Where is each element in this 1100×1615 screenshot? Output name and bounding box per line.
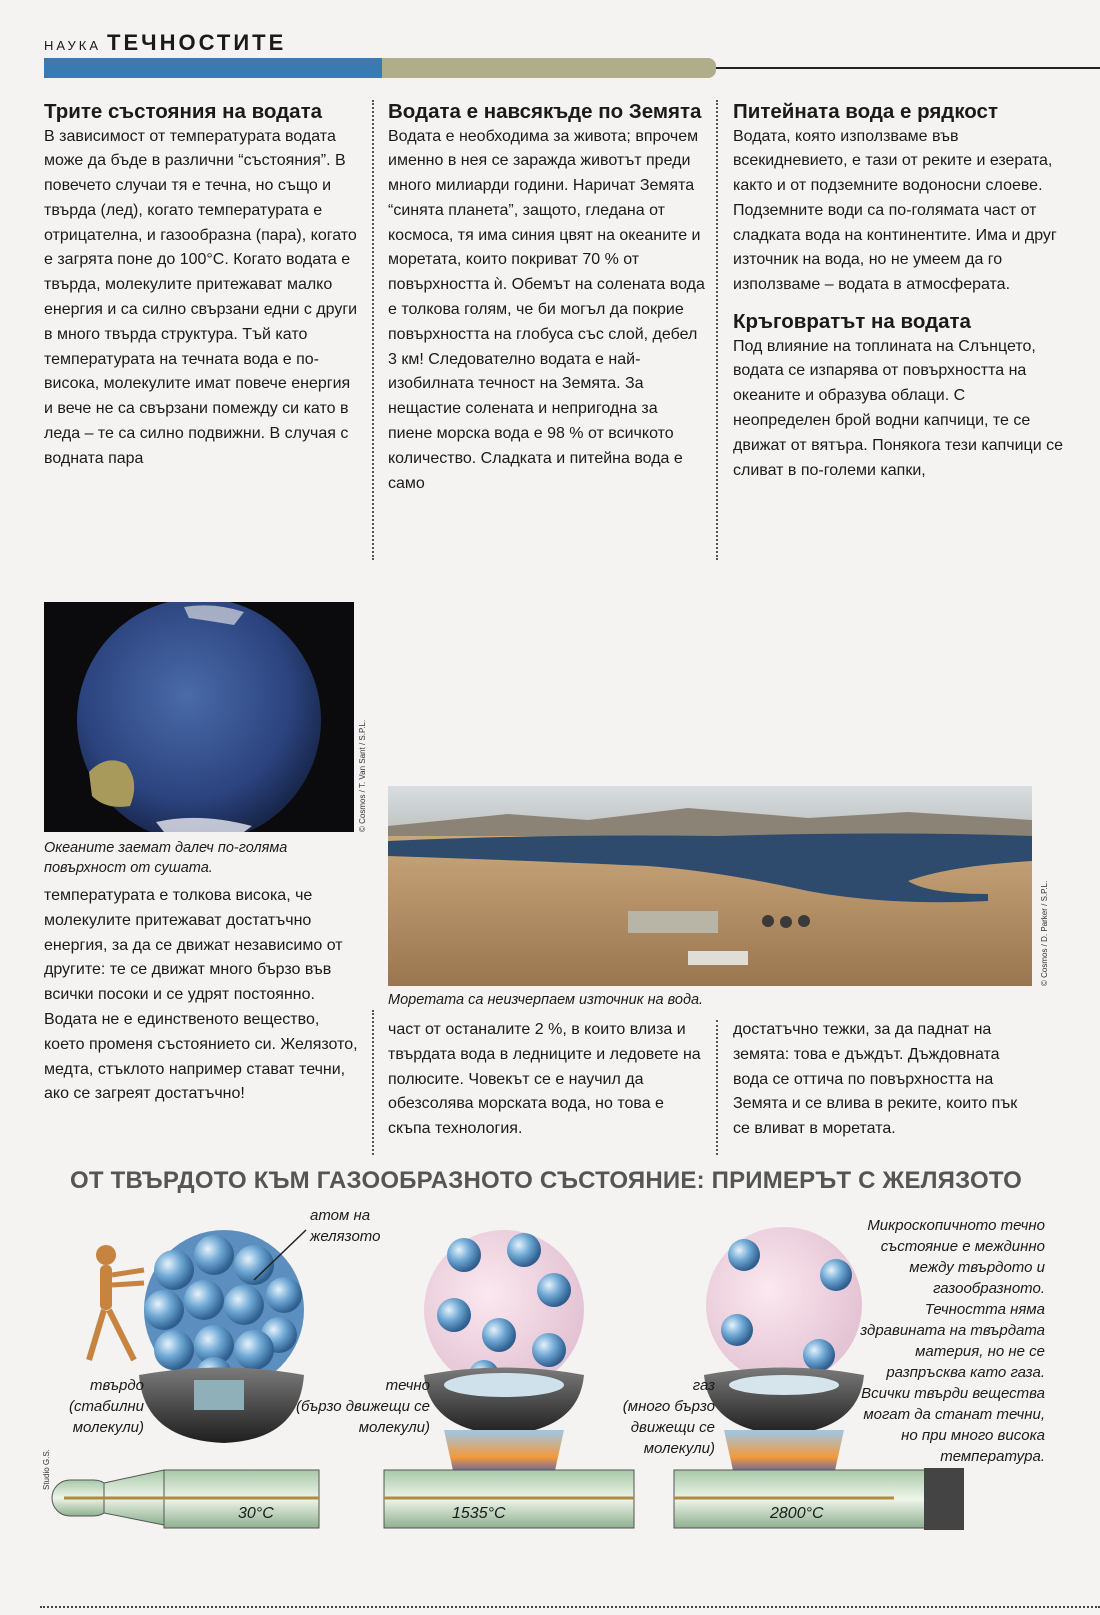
column-divider — [716, 1020, 718, 1155]
column-3-text: Водата, която използваме във всекидневието, е тази от реките и езерата, както и от подземните водоносни слоеве. Подземните води са по-голямата част от сладката вода на континентите. Има и друг източник на вода, но не умеем да го използваме – водата в атмосферата. — [733, 127, 1057, 294]
thermometer-1535 — [384, 1470, 634, 1528]
wooden-figure-solid — [89, 1245, 144, 1360]
article-column-3 — [733, 100, 1063, 483]
article-column-2 — [388, 100, 706, 496]
iron-vapour — [729, 1375, 839, 1395]
article-column-2-continued — [388, 1018, 706, 1142]
temperature-gas: 2800°C — [770, 1505, 824, 1522]
globe-photo — [44, 602, 354, 832]
section-title: ТЕЧНОСТИТЕ — [107, 30, 287, 55]
molten-iron — [444, 1373, 564, 1397]
column-1-continuation: температурата е толкова висока, че молекулите притежават достатъчно енергия, за да се движат независимо от другите: те се движат много бързо във всички посоки и се удрят постоянно. Водата не е единственото вещество, което променя състоянието си. Желязото, медта, стъклото например стават течни, ако се загреят достатъчно! — [44, 887, 358, 1103]
column-3-text-2: Под влияние на топлината на Слънцето, водата се изпарява от повърхността на океаните и образува облаци. С неопределен брой водни капчици, те се движат от вятъра. Понякога тези капчици се сливат в по-големи капки, — [733, 337, 1063, 479]
header-bar-olive — [382, 58, 716, 78]
diagram-title: ОТ ТВЪРДОТО КЪМ ГАЗООБРАЗНОТО СЪСТОЯНИЕ: ПРИМЕРЪТ С ЖЕЛЯЗОТО — [70, 1167, 1023, 1194]
section-header — [44, 30, 286, 56]
header-bar-blue — [44, 58, 382, 78]
article-column-1-continued — [44, 884, 362, 1107]
atom-label: атом на желязото — [310, 1207, 381, 1245]
treatment-plant — [628, 911, 718, 933]
solid-state-label — [44, 1375, 144, 1438]
liquid-state-label — [290, 1375, 430, 1438]
iron-block — [194, 1380, 244, 1410]
lake-photo — [388, 786, 1032, 986]
gas-label: газ — [692, 1377, 715, 1394]
lake-photo-credit: © Cosmos / D. Parker / S.P.L. — [1040, 880, 1049, 986]
heading-drinking-water: Питейната вода е рядкост — [733, 100, 998, 123]
heading-water-everywhere: Водата е навсякъде по Земята — [388, 100, 702, 123]
globe-image — [44, 602, 354, 832]
globe-photo-credit: © Cosmos / T. Van Sant / S.P.L. — [358, 719, 367, 832]
building — [688, 951, 748, 965]
solid-detail: (стабилни молекули) — [69, 1398, 144, 1436]
column-divider — [372, 1010, 374, 1155]
burner-flame-gas — [724, 1430, 844, 1475]
lake-caption: Моретата са неизчерпаем източник на вода. — [388, 992, 704, 1008]
column-2-text: Водата е необходима за живота; впрочем именно в нея се заражда животът преди много милиарди години. Наричат Земята “синята планета”, защото, гледана от космоса, тя има синия цвят на океаните и моретата, които покриват 70 % от повърхността ѝ. Обемът на солената вода е толкова голям, че би могъл да покрие повърхността на глобуса със слой, дебел 3 км! Следователно водата е най-изобилната течност на Земята. За нещастие солената и непригодна за пиене морска вода е 98 % от всичкото количество. Сладката и питейна вода е само — [388, 127, 705, 492]
header-rule — [716, 67, 1100, 69]
column-1-text: В зависимост от температурата водата може да бъде в различни “състояния”. В повечето случаи тя е течна, но също и твърда (лед), когато температурата е отрицателна, и газообразна (пара), когато е загрята поне до 100°С. Когато водата е твърда, молекулите притежават малко енергия и са силно свързани едни с други в много твърда структура. Тъй като температурата на течната вода е по-висока, молекулите имат повече енергия и вече не са свързани помежду си като в леда – те са силно подвижни. В случая с водната пара — [44, 127, 358, 467]
liquid-detail: (бързо движещи се молекули) — [296, 1398, 430, 1436]
column-2-continuation: част от останалите 2 %, в които влиза и твърдата вода в ледниците и ледовете на полюсите. Човекът се е научил да обезсолява морската вода, но това е скъпа технология. — [388, 1021, 701, 1138]
column-divider — [372, 100, 374, 560]
column-3-continuation: достатъчно тежки, за да паднат на земята: това е дъждът. Дъждовната вода се оттича по повърхността на Земята и се влива в реките, които пък се вливат в моретата. — [733, 1021, 1018, 1138]
column-divider — [716, 100, 718, 560]
bottom-rule — [40, 1606, 1100, 1608]
thermometer-30 — [52, 1470, 319, 1528]
article-column-1 — [44, 100, 362, 472]
heading-three-states: Трите състояния на водата — [44, 100, 323, 123]
article-column-3-continued — [733, 1018, 1033, 1142]
burner-flame-liquid — [444, 1430, 564, 1475]
temperature-liquid: 1535°C — [452, 1505, 506, 1522]
australia-landmass — [89, 760, 134, 806]
heading-water-cycle: Кръговратът на водата — [733, 310, 971, 334]
solid-label: твърдо — [90, 1377, 144, 1394]
liquid-iron-sphere — [424, 1230, 584, 1390]
diagram-credit: Studio G.S. — [42, 1449, 51, 1490]
liquid-state-note: Микроскопичното течно състояние е междинно между твърдото и газообразното. Течността няма здравината на твърдата материя, но не се разпръсква като газа. Всички твърди вещества могат да станат течни, но при много висока температура. — [860, 1217, 1045, 1465]
gas-state-label — [600, 1375, 715, 1459]
globe-caption: Океаните заемат далеч по-голяма повърхност от сушата. — [44, 840, 288, 876]
gas-iron-sphere — [706, 1227, 862, 1383]
temperature-solid: 30°C — [238, 1505, 274, 1522]
section-name: НАУКА — [44, 38, 101, 53]
liquid-label: течно — [385, 1377, 430, 1394]
gas-detail: (много бързо движещи се молекули) — [622, 1398, 715, 1457]
lake-image — [388, 786, 1032, 986]
